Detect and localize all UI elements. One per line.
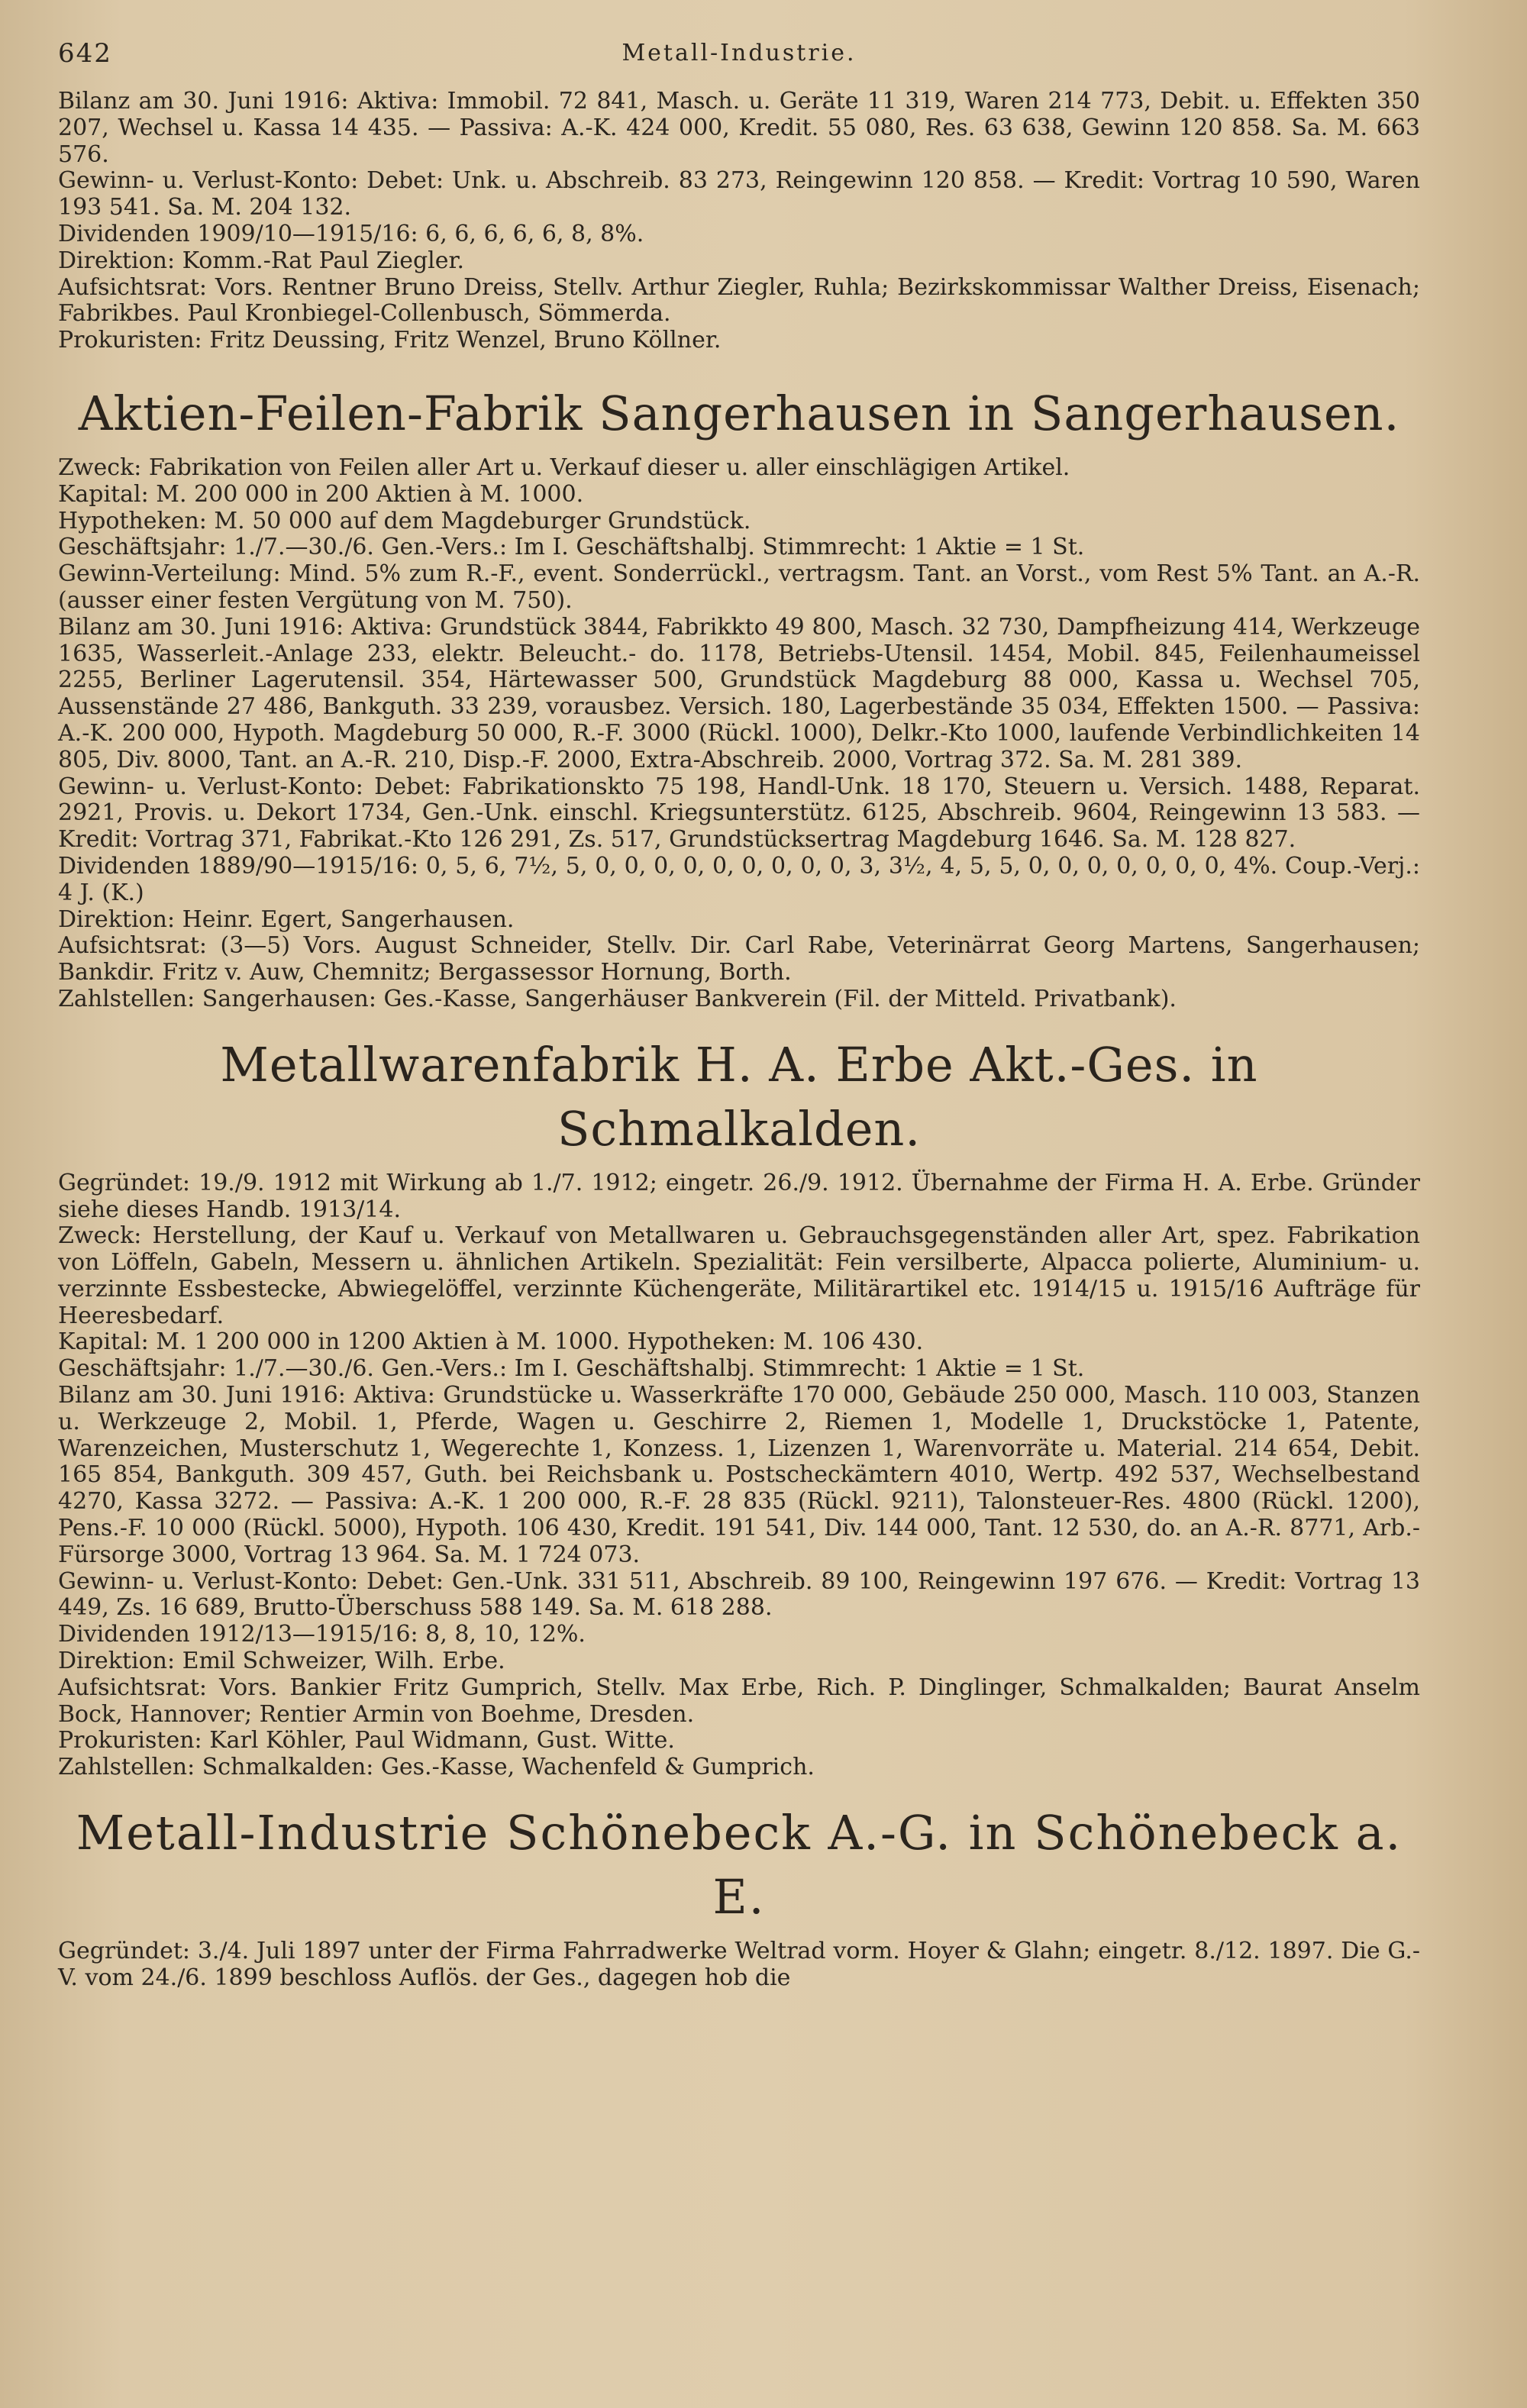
paragraph: Aufsichtsrat: Vors. Bankier Fritz Gumprich, Stellv. Max Erbe, Rich. P. Dinglinger, Schmalkalden; Baurat Anselm Bock, Hannover; Rentier Armin von Boehme, Dresden.	[58, 1674, 1420, 1728]
section-feilen-fabrik	[58, 382, 1420, 1013]
paragraph: Gegründet: 19./9. 1912 mit Wirkung ab 1./7. 1912; eingetr. 26./9. 1912. Übernahme der Firma H. A. Erbe. Gründer siehe dieses Handb. 1913/14.	[58, 1169, 1420, 1223]
paragraph: Gewinn-Verteilung: Mind. 5% zum R.-F., event. Sonderrückl., vertragsm. Tant. an Vorst., vom Rest 5% Tant. an A.-R. (ausser einer festen Vergütung von M. 750).	[58, 560, 1420, 614]
section-metall-industrie-schoenebeck	[58, 1801, 1420, 1992]
paragraph: Kapital: M. 200 000 in 200 Aktien à M. 1000.	[58, 480, 584, 508]
section-body	[58, 1170, 1420, 1781]
paragraph: Gegründet: 3./4. Juli 1897 unter der Firma Fahrradwerke Weltrad vorm. Hoyer & Glahn; eingetr. 8./12. 1897. Die G.-V. vom 24./6. 1899 beschloss Auflös. der Ges., dagegen hob die	[58, 1938, 1420, 1991]
paragraph: Zweck: Herstellung, der Kauf u. Verkauf von Metallwaren u. Gebrauchsgegenständen aller Art, spez. Fabrikation von Löffeln, Gabeln, Messern u. ähnlichen Artikeln. Spezialität: Fein versilberte, Alpacca polierte, Aluminium- u. verzinnte Essbestecke, Abwiegelöffel, verzinnte Küchengeräte, Militärartikel etc. 1914/15 u. 1915/16 Aufträge für Heeresbedarf.	[58, 1222, 1420, 1329]
paragraph: Bilanz am 30. Juni 1916: Aktiva: Grundstücke u. Wasserkräfte 170 000, Gebäude 250 000, Masch. 110 003, Stanzen u. Werkzeuge 2, Mobil. 1, Pferde, Wagen u. Geschirre 2, Riemen 1, Modelle 1, Druckstöcke 1, Patente, Warenzeichen, Musterschutz 1, Wegerechte 1, Konzess. 1, Lizenzen 1, Warenvorräte u. Material. 214 654, Debit. 165 854, Bankguth. 309 457, Guth. bei Reichsbank u. Postscheckämtern 4010, Wertp. 492 537, Wechselbestand 4270, Kassa 3272. — Passiva: A.-K. 1 200 000, R.-F. 28 835 (Rückl. 9211), Talonsteuer-Res. 4800 (Rückl. 1200), Pens.-F. 10 000 (Rückl. 5000), Hypoth. 106 430, Kredit. 191 541, Div. 144 000, Tant. 12 530, do. an A.-R. 8771, Arb.-Fürsorge 3000, Vortrag 13 964. Sa. M. 1 724 073.	[58, 1382, 1420, 1568]
page-header	[58, 34, 1420, 89]
section-metallwarenfabrik-erbe	[58, 1033, 1420, 1781]
paragraph: Zahlstellen: Sangerhausen: Ges.-Kasse, Sangerhäuser Bankverein (Fil. der Mitteld. Privatbank).	[58, 985, 1177, 1012]
paragraph: Bilanz am 30. Juni 1916: Aktiva: Grundstück 3844, Fabrikkto 49 800, Masch. 32 730, Dampfheizung 414, Werkzeuge 1635, Wasserleit.-Anlage 233, elektr. Beleucht.- do. 1178, Betriebs-Utensil. 1454, Mobil. 845, Feilenhaumeissel 2255, Berliner Lagerutensil. 354, Härtewasser 500, Grundstück Magdeburg 88 000, Kassa u. Wechsel 705, Aussenstände 27 486, Bankguth. 33 239, vorausbez. Versich. 180, Lagerbestände 35 034, Effekten 1500. — Passiva: A.-K. 200 000, Hypoth. Magdeburg 50 000, R.-F. 3000 (Rückl. 1000), Delkr.-Kto 1000, laufende Verbindlichkeiten 14 805, Div. 8000, Tant. an A.-R. 210, Disp.-F. 2000, Extra-Abschreib. 2000, Vortrag 372. Sa. M. 281 389.	[58, 613, 1420, 773]
paragraph: Dividenden 1909/10—1915/16: 6, 6, 6, 6, 6, 8, 8%.	[58, 220, 644, 247]
paragraph: Dividenden 1912/13—1915/16: 8, 8, 10, 12%.	[58, 1621, 586, 1648]
paragraph: Direktion: Heinr. Egert, Sangerhausen.	[58, 905, 515, 933]
paragraph: Gewinn- u. Verlust-Konto: Debet: Gen.-Unk. 331 511, Abschreib. 89 100, Reingewinn 197 676. — Kredit: Vortrag 13 449, Zs. 16 689, Brutto-Überschuss 588 149. Sa. M. 618 288.	[58, 1567, 1420, 1622]
section-body	[58, 89, 1420, 354]
section-body	[58, 455, 1420, 1013]
paragraph: Geschäftsjahr: 1./7.—30./6. Gen.-Vers.: Im I. Geschäftshalbj. Stimmrecht: 1 Aktie = 1 St.	[58, 534, 1085, 561]
paragraph: Dividenden 1889/90—1915/16: 0, 5, 6, 7½, 5, 0, 0, 0, 0, 0, 0, 0, 0, 0, 3, 3½, 4, 5, 5, 0, 0, 0, 0, 0, 0, 0, 4%. Coup.-Verj.: 4 J. (K.)	[58, 852, 1420, 906]
paragraph: Aufsichtsrat: (3—5) Vors. August Schneider, Stellv. Dir. Carl Rabe, Veterinärrat Georg Martens, Sangerhausen; Bankdir. Fritz v. Auw, Chemnitz; Bergassessor Hornung, Borth.	[58, 932, 1420, 986]
paragraph: Zahlstellen: Schmalkalden: Ges.-Kasse, Wachenfeld & Gumprich.	[58, 1754, 815, 1781]
paragraph: Gewinn- u. Verlust-Konto: Debet: Fabrikationskto 75 198, Handl-Unk. 18 170, Steuern u. Versich. 1488, Reparat. 2921, Provis. u. Dekort 1734, Gen.-Unk. einschl. Kriegsunterstütz. 6125, Abschreib. 9604, Reingewinn 13 583. — Kredit: Vortrag 371, Fabrikat.-Kto 126 291, Zs. 517, Grundstücksertrag Magdeburg 1646. Sa. M. 128 827.	[58, 773, 1420, 854]
paragraph: Geschäftsjahr: 1./7.—30./6. Gen.-Vers.: Im I. Geschäftshalbj. Stimmrecht: 1 Aktie = 1 St.	[58, 1355, 1085, 1383]
paragraph: Zweck: Fabrikation von Feilen aller Art u. Verkauf dieser u. aller einschlägigen Artikel.	[58, 454, 1070, 481]
paragraph: Aufsichtsrat: Vors. Rentner Bruno Dreiss, Stellv. Arthur Ziegler, Ruhla; Bezirkskommissar Walther Dreiss, Eisenach; Fabrikbes. Paul Kronbiegel-Collenbusch, Sömmerda.	[58, 273, 1420, 328]
section-body	[58, 1938, 1420, 1992]
running-title: Metall-Industrie.	[621, 40, 857, 66]
paragraph: Hypotheken: M. 50 000 auf dem Magdeburger Grundstück.	[58, 507, 751, 534]
paragraph: Gewinn- u. Verlust-Konto: Debet: Unk. u. Abschreib. 83 273, Reingewinn 120 858. — Kredit: Vortrag 10 590, Waren 193 541. Sa. M. 204 132.	[58, 167, 1420, 221]
section-title: Metallwarenfabrik H. A. Erbe Akt.-Ges. in Schmalkalden.	[220, 1036, 1258, 1157]
paragraph: Bilanz am 30. Juni 1916: Aktiva: Immobil. 72 841, Masch. u. Geräte 11 319, Waren 214 773, Debit. u. Effekten 350 207, Wechsel u. Kassa 14 435. — Passiva: A.-K. 424 000, Kredit. 55 080, Res. 63 638, Gewinn 120 858. Sa. M. 663 576.	[58, 88, 1420, 168]
paragraph: Kapital: M. 1 200 000 in 1200 Aktien à M. 1000. Hypotheken: M. 106 430.	[58, 1328, 924, 1356]
section-title: Metall-Industrie Schönebeck A.-G. in Schönebeck a. E.	[76, 1805, 1403, 1925]
section-title: Aktien-Feilen-Fabrik Sangerhausen in Sangerhausen.	[78, 385, 1400, 441]
section-continuation	[58, 89, 1420, 354]
paragraph: Prokuristen: Karl Köhler, Paul Widmann, Gust. Witte.	[58, 1727, 675, 1754]
page-number: 642	[58, 38, 112, 69]
paragraph: Direktion: Komm.-Rat Paul Ziegler.	[58, 247, 465, 274]
paragraph: Prokuristen: Fritz Deussing, Fritz Wenzel, Bruno Köllner.	[58, 327, 722, 354]
paragraph: Direktion: Emil Schweizer, Wilh. Erbe.	[58, 1648, 505, 1675]
